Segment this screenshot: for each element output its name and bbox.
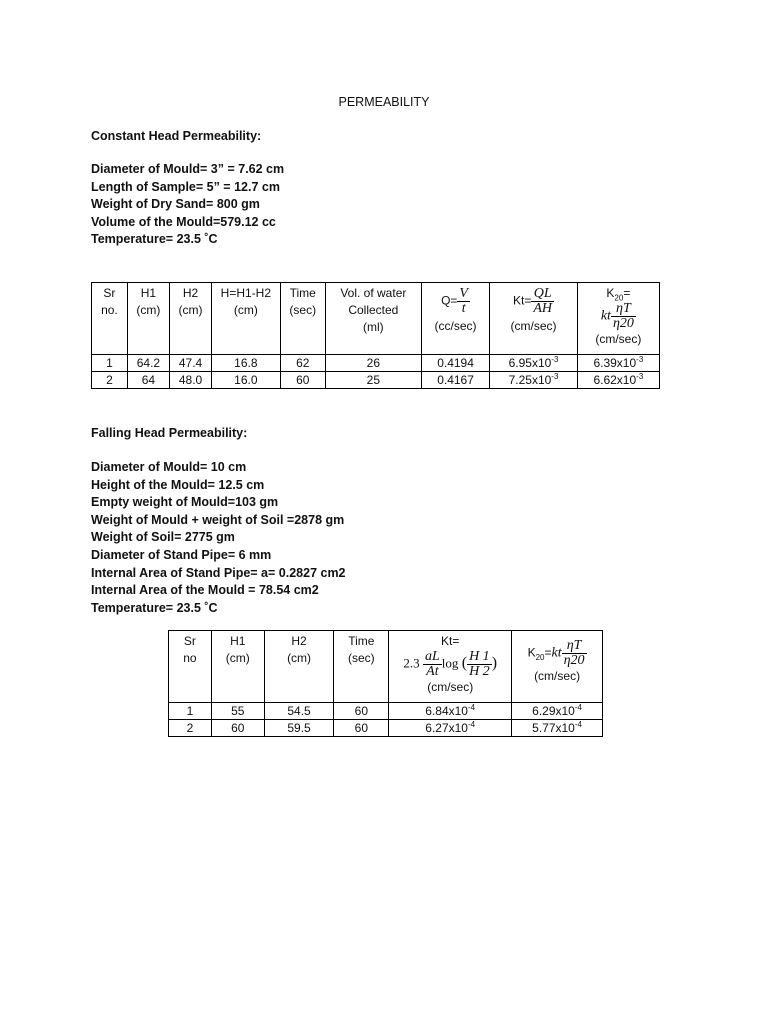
param-line: Diameter of Mould= 3” = 7.62 cm: [91, 162, 285, 176]
param-line: Empty weight of Mould=103 gm: [91, 495, 279, 510]
cell-k20: $5.77x10^{-4}$: [512, 720, 603, 737]
param-line: Length of Sample= 5” = 12.7 cm: [91, 179, 280, 194]
param-line: Diameter of Stand Pipe= 6 mm: [91, 547, 272, 562]
table-row: [169, 720, 603, 737]
page-title: PERMEABILITY: [338, 95, 430, 109]
cell-q: 0.4167: [421, 372, 489, 389]
header-time: Time (sec): [280, 283, 325, 355]
cell-time: 60: [280, 372, 325, 389]
param-line: Internal Area of Stand Pipe= a= 0.2827 cm2: [91, 565, 346, 580]
cell-time: 60: [334, 703, 389, 720]
header-kt: Kt= $\frac{QL}{AH}$ (cm/sec): [490, 283, 577, 355]
cell-sr: 2: [92, 372, 128, 389]
cell-h2: 48.0: [169, 372, 211, 389]
param-line: Weight of Soil= 2775 gm: [91, 530, 235, 545]
header-h: H=H1-H2 (cm): [212, 283, 280, 355]
cell-h2: 59.5: [264, 720, 334, 737]
cell-h1: 55: [211, 703, 264, 720]
cell-k20: $6.62x10^{-3}$: [577, 372, 659, 389]
header-time: Time (sec): [334, 631, 389, 703]
constant-head-table: [91, 282, 660, 389]
cell-kt: $7.25x10^{-3}$: [490, 372, 577, 389]
cell-sr: 1: [92, 355, 128, 372]
header-q: Q= $\frac{V}{t}$ (cc/sec): [421, 283, 489, 355]
param-line: Volume of the Mould=579.12 cc: [91, 214, 276, 229]
cell-sr: 1: [169, 703, 212, 720]
cell-k20: $6.39x10^{-3}$: [577, 355, 659, 372]
cell-h1: 64: [127, 372, 169, 389]
param-line: Weight of Dry Sand= 800 gm: [91, 197, 260, 212]
cell-sr: 2: [169, 720, 212, 737]
table-row: [169, 703, 603, 720]
constant-head-heading: Constant Head Permeability:: [91, 129, 262, 143]
header-h1: H1 (cm): [127, 283, 169, 355]
param-line: Temperature= 23.5 ˚C: [91, 232, 218, 247]
cell-kt: $6.27x10^{-4}$: [389, 720, 512, 737]
falling-head-heading: Falling Head Permeability:: [91, 426, 248, 440]
cell-q: 0.4194: [421, 355, 489, 372]
table-header-row: [92, 283, 660, 355]
param-line: Weight of Mould + weight of Soil =2878 gm: [91, 512, 345, 527]
k20-formula: kt: [600, 308, 611, 324]
kt-formula: $\frac{QL}{AH}$: [533, 286, 553, 316]
cell-time: 62: [280, 355, 325, 372]
cell-kt: $6.84x10^{-4}$: [389, 703, 512, 720]
header-volume: Vol. of water Collected (ml): [325, 283, 421, 355]
header-k20: $K_{20}=$ kt $\frac{\eta T}{\eta 20}$ (cm/sec): [577, 283, 659, 355]
cell-k20: $6.29x10^{-4}$: [512, 703, 603, 720]
param-line: Internal Area of the Mould = 78.54 cm2: [91, 583, 319, 598]
cell-h: 16.8: [212, 355, 280, 372]
table-row: [92, 355, 660, 372]
k20-formula: kt: [551, 645, 562, 661]
cell-kt: $6.95x10^{-3}$: [490, 355, 577, 372]
table-row: [92, 372, 660, 389]
cell-time: 60: [334, 720, 389, 737]
cell-h2: 47.4: [169, 355, 211, 372]
cell-volume: 26: [325, 355, 421, 372]
falling-head-params: [91, 459, 346, 617]
param-line: Temperature= 23.5 ˚C: [91, 600, 218, 615]
param-line: Diameter of Mould= 10 cm: [91, 460, 247, 474]
cell-h2: 54.5: [264, 703, 334, 720]
cell-volume: 25: [325, 372, 421, 389]
falling-head-table: [168, 630, 603, 737]
cell-h: 16.0: [212, 372, 280, 389]
table-header-row: [169, 631, 603, 703]
cell-h1: 64.2: [127, 355, 169, 372]
q-formula: $\frac{V}{t}$: [459, 286, 468, 316]
header-h2: H2 (cm): [169, 283, 211, 355]
header-sr: Sr no.: [92, 283, 128, 355]
cell-h1: 60: [211, 720, 264, 737]
header-k20: $K_{20}=kt$ $\frac{\eta T}{\eta 20}$ (cm/sec): [512, 631, 603, 703]
kt-formula: 2.3 $\frac{aL}{At}$ log ( $\frac{H 1}{H 2}$ ): [403, 649, 498, 679]
constant-head-params: [91, 161, 284, 249]
header-sr: Sr no: [169, 631, 212, 703]
header-kt: Kt= 2.3 $\frac{aL}{At}$ log ( $\frac{H 1}{H 2}$ ) (cm/sec): [389, 631, 512, 703]
param-line: Height of the Mould= 12.5 cm: [91, 477, 265, 492]
header-h1: H1 (cm): [211, 631, 264, 703]
header-h2: H2 (cm): [264, 631, 334, 703]
